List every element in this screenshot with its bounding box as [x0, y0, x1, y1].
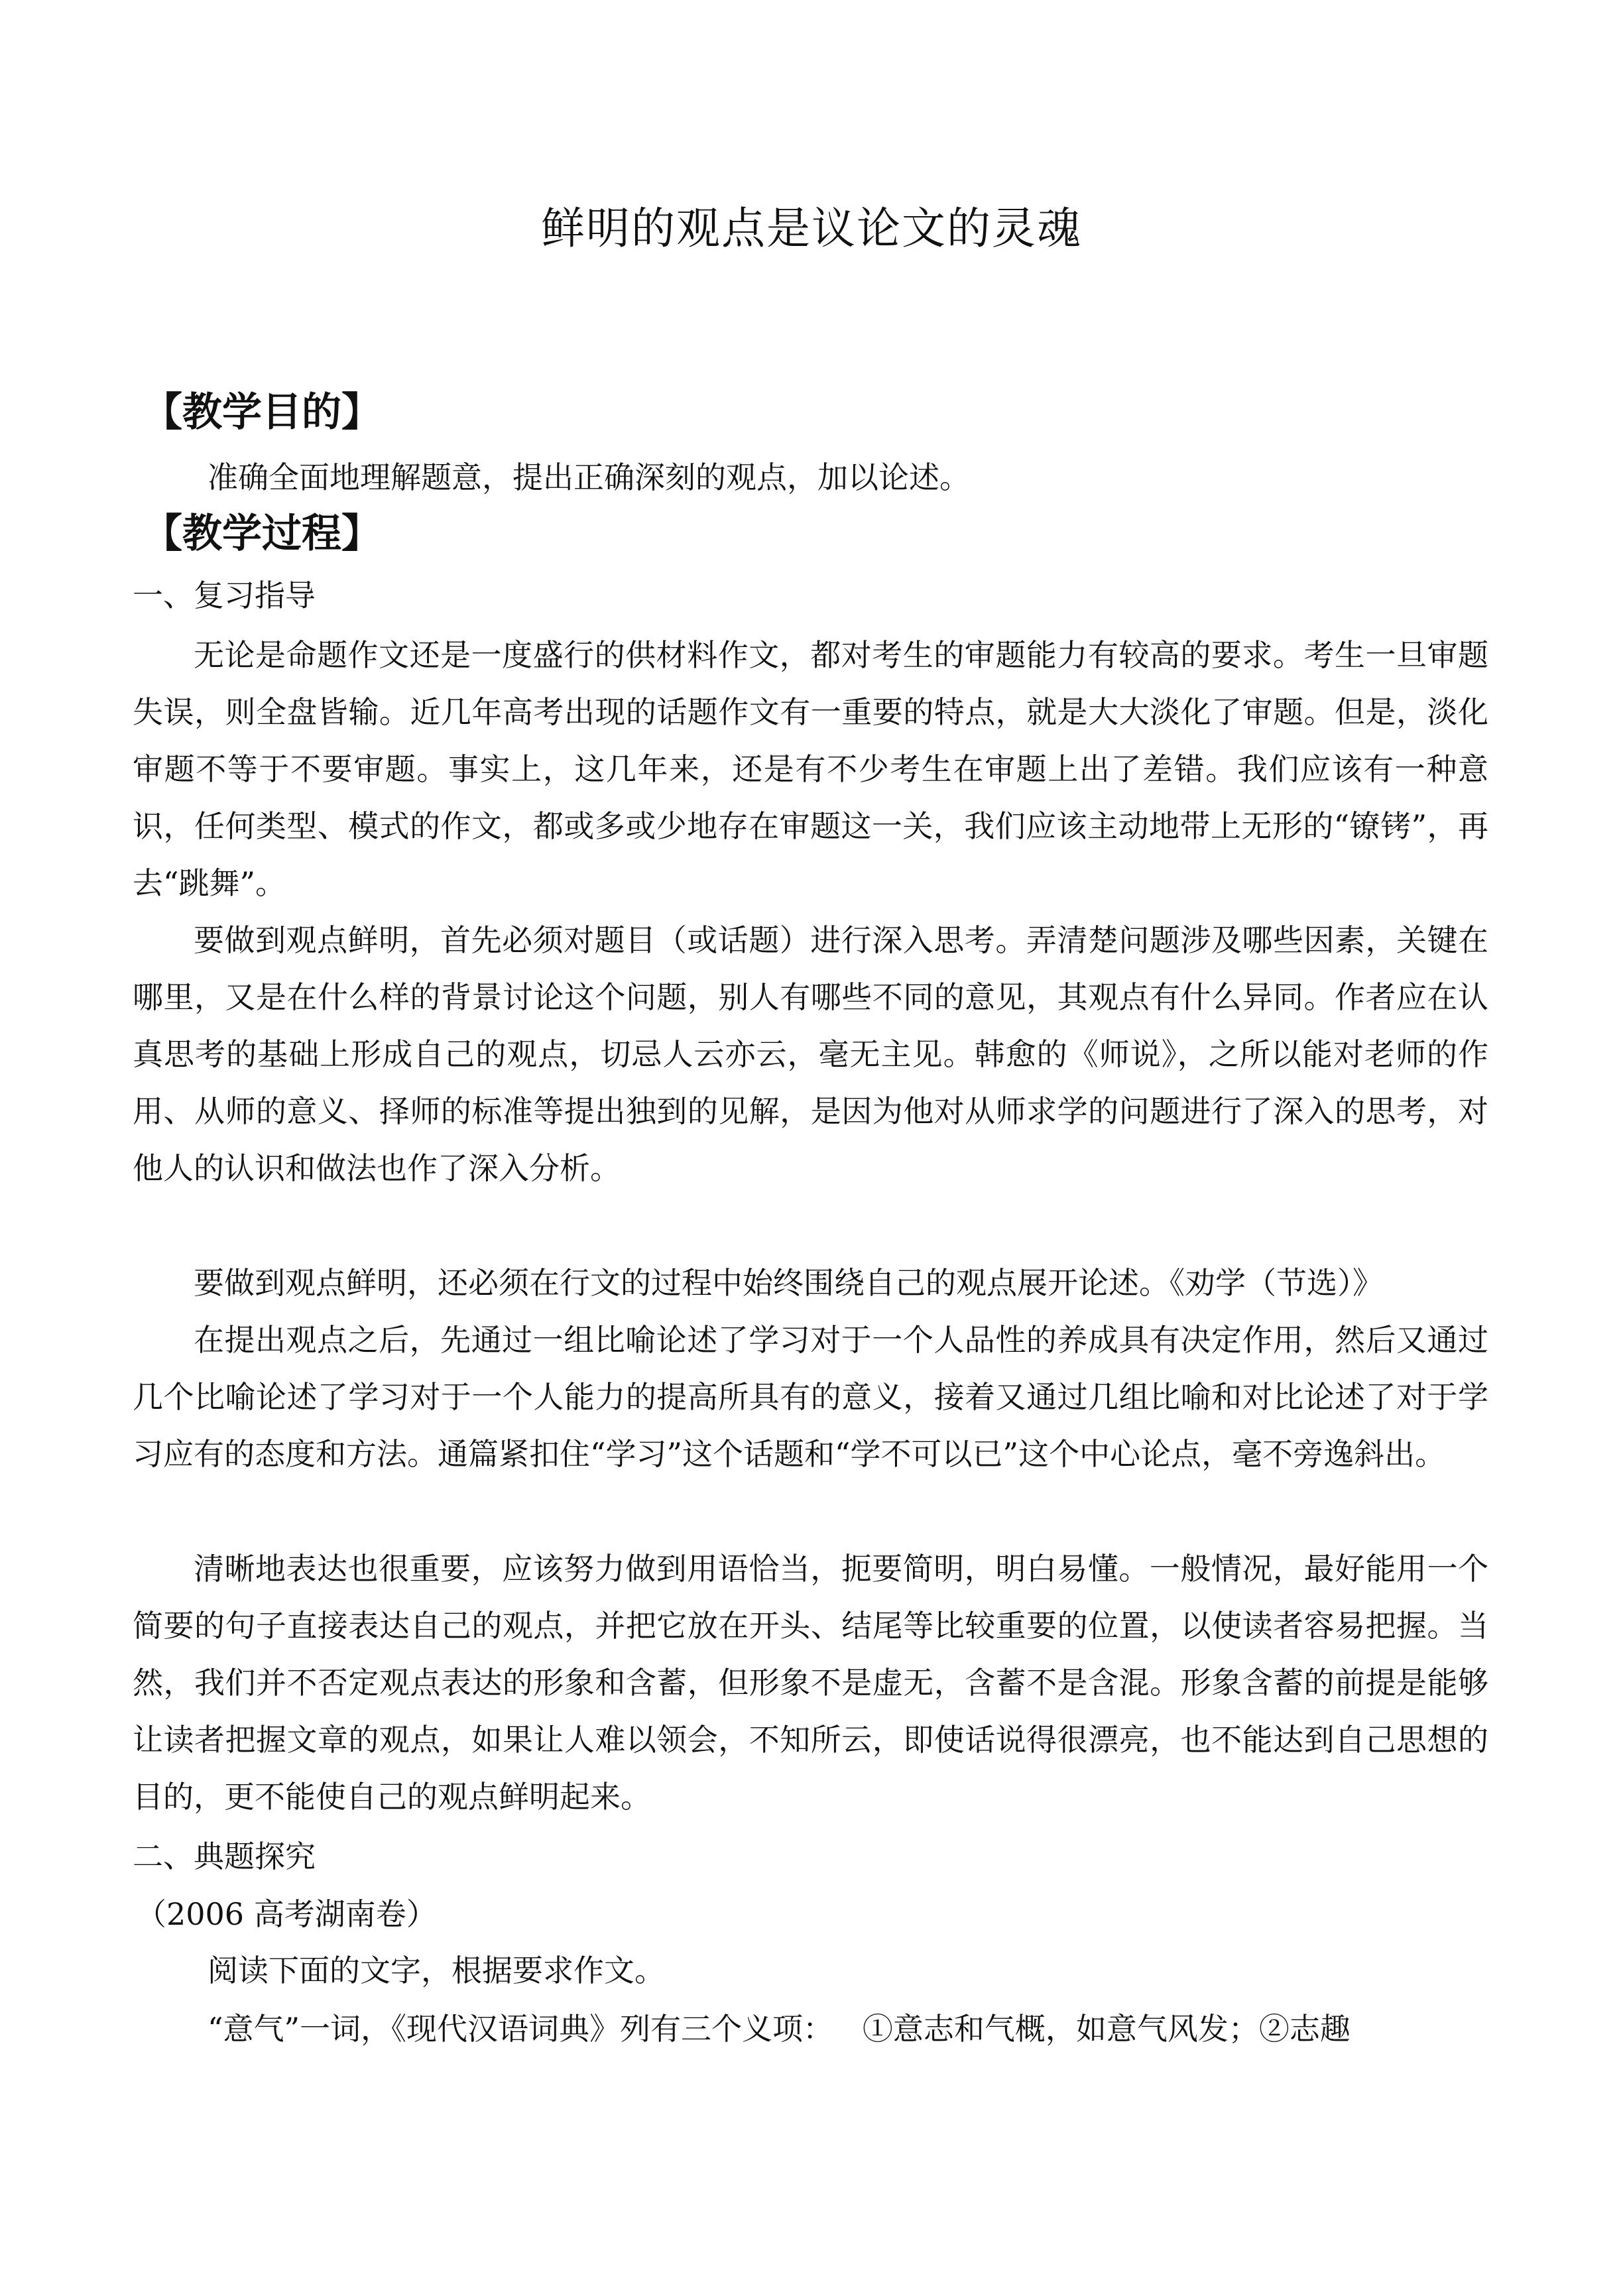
exam-source: （2006 高考湖南卷） [136, 1896, 437, 1932]
objective-text: 准确全面地理解题意，提出正确深刻的观点，加以论述。 [208, 459, 970, 495]
review-paragraph-3: 要做到观点鲜明，还必须在行文的过程中始终围绕自己的观点展开论述。《劝学（节选）》 [194, 1265, 1383, 1301]
process-heading: 【教学过程】 [143, 511, 381, 557]
review-paragraph-2: 要做到观点鲜明，首先必须对题目（或话题）进行深入思考。弄清楚问题涉及哪些因素，关键在哪里，又是在什么样的背景讨论这个问题，别人有哪些不同的意见，其观点有什么异同。作者应在认真思考的基础上形成自己的观点，切忌人云亦云，毫无主见。韩愈的《师说》，之所以能对老师的作用、从师的意义、择师的标准等提出独到的见解，是因为他对从师求学的问题进行了深入的思考，对他人的认识和做法也作了深入分析。 [133, 922, 1488, 1186]
review-paragraph-1: 无论是命题作文还是一度盛行的供材料作文，都对考生的审题能力有较高的要求。考生一旦审题失误，则全盘皆输。近几年高考出现的话题作文有一重要的特点，就是大大淡化了审题。但是，淡化审题不等于不要审题。事实上，这几年来，还是有不少考生在审题上出了差错。我们应该有一种意识，任何类型、模式的作文，都或多或少地存在审题这一关，我们应该主动地带上无形的“镣铐”，再去“跳舞”。 [133, 637, 1488, 901]
section-1-heading: 一、复习指导 [133, 577, 316, 613]
page-title: 鲜明的观点是议论文的灵魂 [541, 203, 1082, 254]
objective-heading: 【教学目的】 [143, 389, 381, 436]
exam-instruction: 阅读下面的文字，根据要求作文。 [208, 1953, 665, 1988]
section-2-heading: 二、典题探究 [133, 1839, 316, 1874]
review-paragraph-5: 清晰地表达也很重要，应该努力做到用语恰当，扼要简明，明白易懂。一般情况，最好能用一个简要的句子直接表达自己的观点，并把它放在开头、结尾等比较重要的位置，以使读者容易把握。当然，我们并不否定观点表达的形象和含蓄，但形象不是虚无，含蓄不是含混。形象含蓄的前提是能够让读者把握文章的观点，如果让人难以领会，不知所云，即使话说得很漂亮，也不能达到自己思想的目的，更不能使自己的观点鲜明起来。 [133, 1551, 1488, 1815]
exam-prompt: “意气”一词，《现代汉语词典》列有三个义项： ①意志和气概，如意气风发；②志趣 [208, 2011, 1351, 2047]
review-paragraph-4: 在提出观点之后，先通过一组比喻论述了学习对于一个人品性的养成具有决定作用，然后又通过几个比喻论述了学习对于一个人能力的提高所具有的意义，接着又通过几组比喻和对比论述了对于学习应有的态度和方法。通篇紧扣住“学习”这个话题和“学不可以已”这个中心论点，毫不旁逸斜出。 [133, 1322, 1488, 1472]
